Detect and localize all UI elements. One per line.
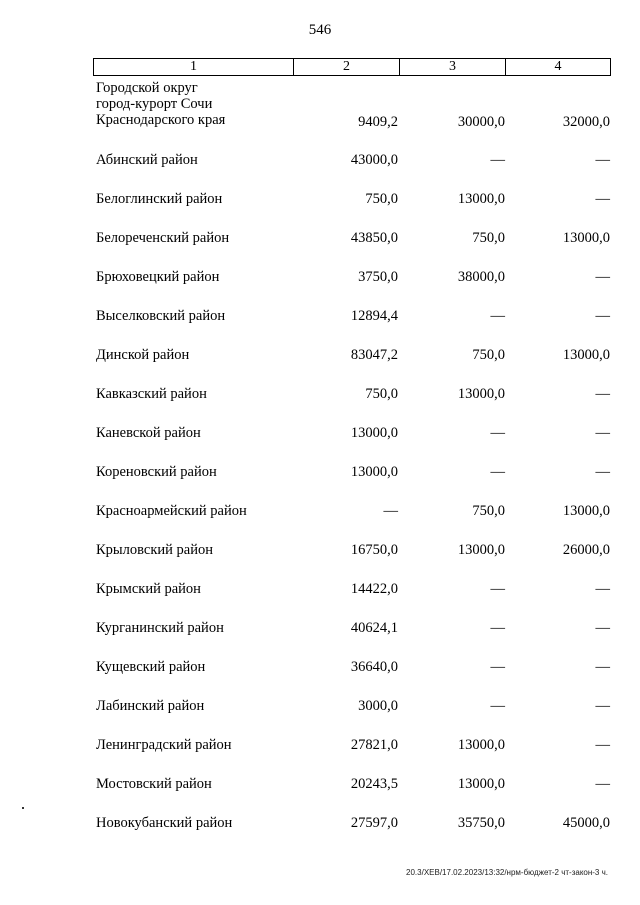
row-name: Выселковский район <box>96 308 226 324</box>
header-cell-4: 4 <box>506 59 611 76</box>
row-value-col2: 9409,2 <box>358 114 398 130</box>
row-value-col3: — <box>490 620 505 636</box>
row-value-col4: — <box>595 191 610 207</box>
row-value-col2: 43850,0 <box>350 230 398 246</box>
row-value-col4: 13000,0 <box>562 347 610 363</box>
page-number: 546 <box>308 22 332 38</box>
row-name: Красноармейский район <box>96 503 247 519</box>
row-value-col4: 45000,0 <box>562 815 610 831</box>
row-value-col4: 26000,0 <box>562 542 610 558</box>
row-value-col2: 36640,0 <box>350 659 398 675</box>
row-value-col4: 32000,0 <box>562 114 610 130</box>
row-value-col2: 43000,0 <box>350 152 398 168</box>
row-value-col3: 30000,0 <box>457 114 505 130</box>
row-value-col4: — <box>595 425 610 441</box>
row-value-col4: — <box>595 581 610 597</box>
row-value-col2: 83047,2 <box>350 347 398 363</box>
row-value-col2: 13000,0 <box>350 425 398 441</box>
row-name: Новокубанский район <box>96 815 233 831</box>
row-value-col4: — <box>595 386 610 402</box>
row-name: Ленинградский район <box>96 737 232 753</box>
footer-code: 20.3/XEB/17.02.2023/13:32/нрм-бюджет-2 чт-закон-3 ч. <box>406 868 608 877</box>
row-value-col2: 27821,0 <box>350 737 398 753</box>
row-value-col2: — <box>383 503 398 519</box>
row-value-col4: — <box>595 659 610 675</box>
row-name: Белоглинский район <box>96 191 223 207</box>
row-name: Крымский район <box>96 581 201 597</box>
row-value-col4: — <box>595 269 610 285</box>
row-value-col2: 13000,0 <box>350 464 398 480</box>
scan-speck <box>22 807 24 809</box>
header-cell-2: 2 <box>294 59 400 76</box>
row-name: Белореченский район <box>96 230 230 246</box>
header-cell-3: 3 <box>400 59 506 76</box>
header-cell-1: 1 <box>94 59 294 76</box>
row-name: Лабинский район <box>96 698 205 714</box>
row-name: Брюховецкий район <box>96 269 220 285</box>
row-value-col4: — <box>595 620 610 636</box>
row-value-col3: — <box>490 152 505 168</box>
row-value-col3: — <box>490 425 505 441</box>
row-name-line: город-курорт Сочи <box>96 96 213 112</box>
row-value-col3: 13000,0 <box>457 191 505 207</box>
row-value-col2: 3750,0 <box>358 269 398 285</box>
row-value-col2: 12894,4 <box>350 308 398 324</box>
row-value-col4: — <box>595 698 610 714</box>
row-value-col3: 750,0 <box>472 503 505 519</box>
row-value-col3: — <box>490 659 505 675</box>
row-value-col3: 13000,0 <box>457 737 505 753</box>
row-value-col3: 13000,0 <box>457 386 505 402</box>
row-value-col4: — <box>595 152 610 168</box>
row-name: Мостовский район <box>96 776 212 792</box>
row-name-line: Городской округ <box>96 80 198 96</box>
row-value-col2: 27597,0 <box>350 815 398 831</box>
row-value-col3: 13000,0 <box>457 776 505 792</box>
row-value-col2: 14422,0 <box>350 581 398 597</box>
row-value-col4: — <box>595 737 610 753</box>
row-value-col3: 750,0 <box>472 347 505 363</box>
row-value-col3: 13000,0 <box>457 542 505 558</box>
row-name: Кореновский район <box>96 464 217 480</box>
row-name: Каневской район <box>96 425 201 441</box>
row-value-col4: — <box>595 308 610 324</box>
row-value-col3: — <box>490 698 505 714</box>
row-value-col3: 35750,0 <box>457 815 505 831</box>
row-value-col3: 38000,0 <box>457 269 505 285</box>
row-value-col4: — <box>595 464 610 480</box>
row-value-col4: 13000,0 <box>562 230 610 246</box>
row-name-line: Краснодарского края <box>96 112 226 128</box>
row-value-col2: 750,0 <box>365 386 398 402</box>
row-value-col2: 750,0 <box>365 191 398 207</box>
row-name: Абинский район <box>96 152 198 168</box>
row-value-col3: 750,0 <box>472 230 505 246</box>
row-name: Курганинский район <box>96 620 224 636</box>
row-value-col4: 13000,0 <box>562 503 610 519</box>
row-value-col2: 16750,0 <box>350 542 398 558</box>
row-value-col4: — <box>595 776 610 792</box>
row-name <box>96 80 225 128</box>
row-name: Крыловский район <box>96 542 213 558</box>
row-value-col2: 40624,1 <box>350 620 398 636</box>
row-value-col3: — <box>490 308 505 324</box>
row-value-col3: — <box>490 581 505 597</box>
row-value-col2: 20243,5 <box>350 776 398 792</box>
row-name: Кущевский район <box>96 659 206 675</box>
row-value-col3: — <box>490 464 505 480</box>
row-value-col2: 3000,0 <box>358 698 398 714</box>
row-name: Динской район <box>96 347 190 363</box>
row-name: Кавказский район <box>96 386 207 402</box>
